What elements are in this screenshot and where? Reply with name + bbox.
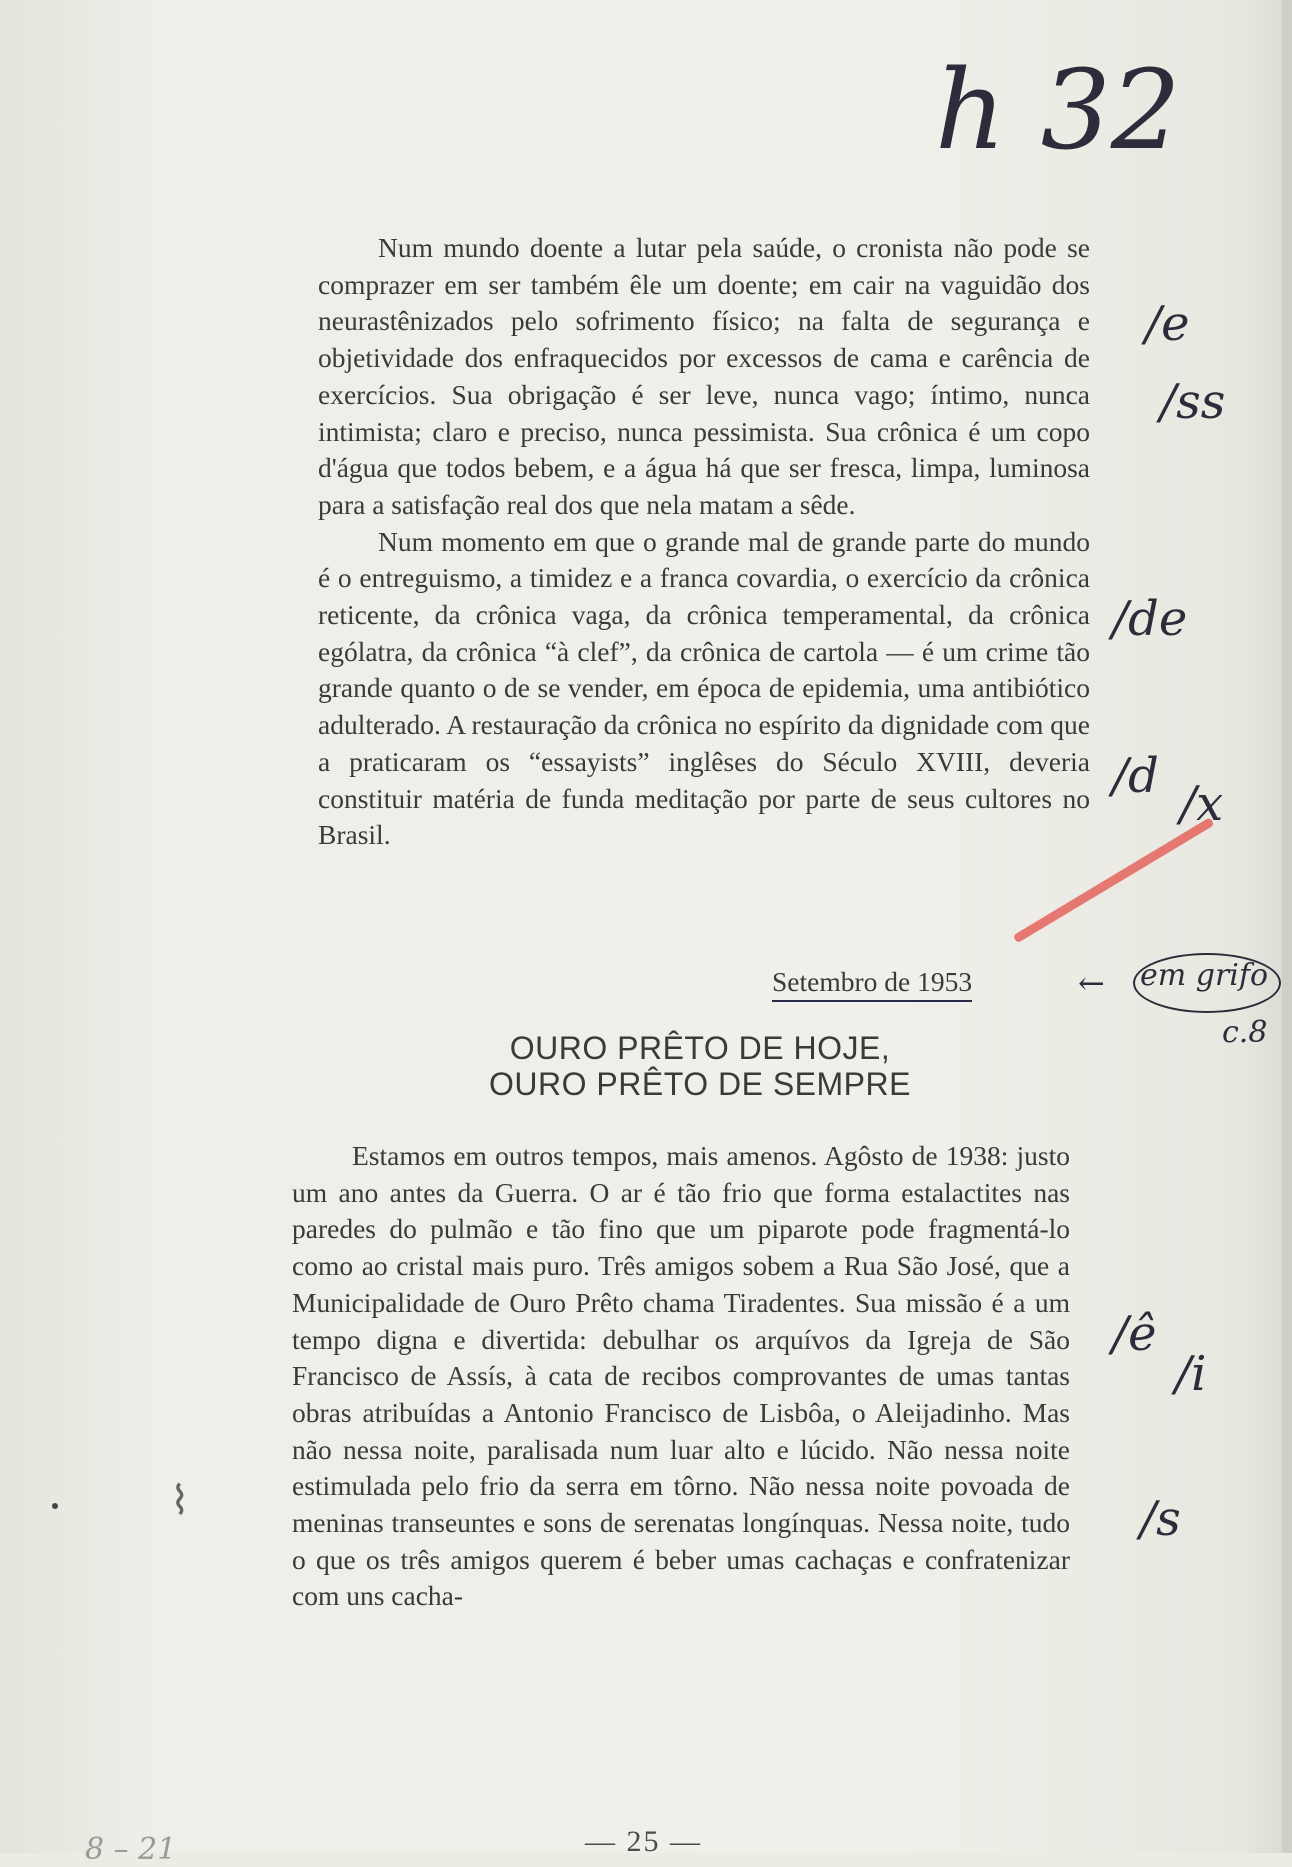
handwritten-cap-note: c.8 [1222, 1015, 1268, 1050]
section-1-date: Setembro de 1953 [772, 966, 972, 1002]
margin-mark-e: /e [1145, 296, 1190, 352]
stray-ink-dot [52, 1503, 58, 1509]
footer-handwritten-note: 8 – 21 [85, 1832, 177, 1867]
margin-mark-i: /i [1175, 1346, 1207, 1402]
section-2-title [420, 1030, 980, 1102]
page-edge [1282, 0, 1292, 1853]
section-2-paragraph-1: Estamos em outros tempos, mais amenos. Agôsto de 1938: justo um ano antes da Guerra. O ar é tão frio que forma estalactites nas paredes do pulmão e tão fino que um piparote pode fragmentá-lo como ao cristal mais puro. Três amigos sobem a Rua São José, que a Municipalidade de Ouro Prêto chama Tiradentes. Sua missão é a um tempo digna e divertida: debulhar os arquívos da Igreja de São Francisco de Assís, à cata de recibos comprovantes de umas tantas obras atribuídas a Antonio Francisco de Lisbôa, o Aleijadinho. Mas não nessa noite, paralisada num luar alto e lúcido. Não nessa noite estimulada pelo frio da serra em tôrno. Não nessa noite povoada de meninas transeuntes e sons de serenatas longínquas. Nessa noite, tudo o que os três amigos querem é beber umas cachaças e confratenizar com uns cacha- [292, 1140, 1070, 1612]
section-1-paragraph-2: Num momento em que o grande mal de grande parte do mundo é o entreguismo, a timidez e a franca covardia, o exercício da crônica reticente, da crônica vaga, da crônica temperamental, da crônica ególatra, da crônica “à clef”, da crônica de cartola — é um crime tão grande quanto o de se vender, em época de epidemia, uma antibiótico adulterado. A restauração da crônica no espírito da dignidade com que a praticaram os “essayists” inglêses do Século XVIII, deveria constituir matéria de funda meditação por parte de seus cultores no Brasil. [318, 525, 1091, 851]
handwritten-folio: h 32 [935, 46, 1181, 174]
section-2-title-line-1: OURO PRÊTO DE HOJE, [509, 1030, 891, 1066]
handwritten-bubble-note: em grifo [1140, 958, 1269, 993]
section-2-body [292, 1138, 1070, 1615]
margin-mark-e-circumflex: /ê [1112, 1306, 1157, 1362]
margin-mark-de: /de [1112, 591, 1188, 647]
margin-mark-x: /x [1180, 776, 1224, 832]
margin-mark-ss: /ss [1160, 374, 1226, 430]
arrow-icon: ← [1078, 964, 1105, 1002]
margin-mark-d: /d [1112, 748, 1159, 804]
stray-ink-mark: ⌇ [170, 1478, 190, 1524]
section-1-paragraph-1: Num mundo doente a lutar pela saúde, o cronista não pode se comprazer em ser também êle um doente; em cair na vaguidão dos neurastênizados pelo sofrimento físico; na falta de segurança e objetividade dos enfraquecidos por excessos de cama e carência de exercícios. Sua obrigação é ser leve, nunca vago; íntimo, nunca intimista; claro e preciso, nunca pessimista. Sua crônica é um copo d'água que todos bebem, e a água há que ser fresca, limpa, luminosa para a satisfação real dos que nela matam a sêde. [318, 232, 1090, 520]
margin-mark-s: /s [1140, 1491, 1181, 1547]
page-number: — 25 — [585, 1825, 702, 1858]
section-1-body [318, 230, 1090, 854]
section-2-title-line-2: OURO PRÊTO DE SEMPRE [489, 1066, 911, 1102]
